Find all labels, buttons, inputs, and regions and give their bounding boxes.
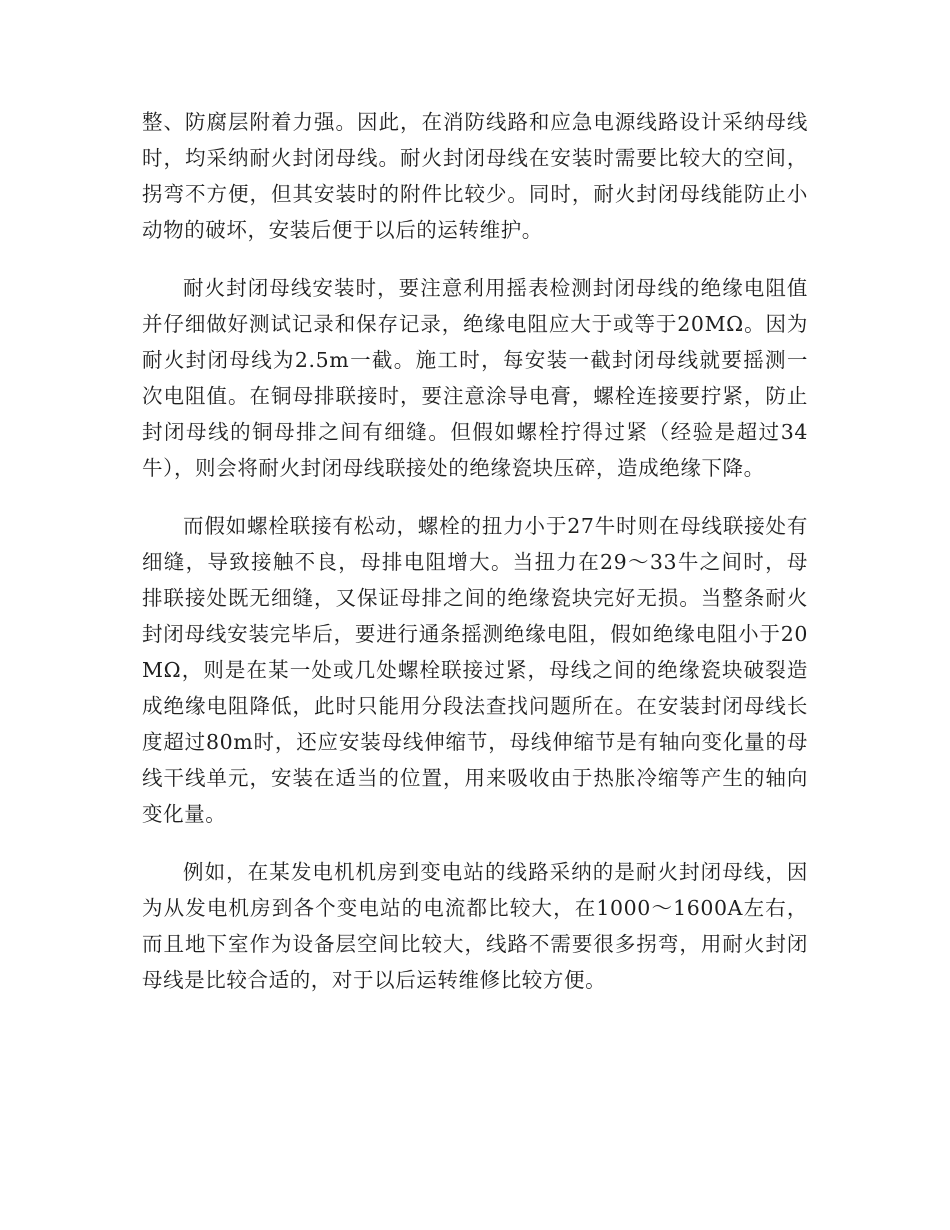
paragraph-3: 而假如螺栓联接有松动，螺栓的扭力小于27牛时则在母线联接处有细缝，导致接触不良，母排电阻增大。当扭力在29～33牛之间时，母排联接处既无细缝，又保证母排之间的绝缘瓷块完好无损。当整条耐火封闭母线安装完毕后，要进行通条摇测绝缘电阻，假如绝缘电阻小于20MΩ，则是在某一处或几处螺栓联接过紧，母线之间的绝缘瓷块破裂造成绝缘电阻降低，此时只能用分段法查找问题所在。在安装封闭母线长度超过80m时，还应安装母线伸缩节，母线伸缩节是有轴向变化量的母线干线单元，安装在适当的位置，用来吸收由于热胀冷缩等产生的轴向变化量。 <box>142 514 808 826</box>
paragraph-1: 整、防腐层附着力强。因此，在消防线路和应急电源线路设计采纳母线时，均采纳耐火封闭母线。耐火封闭母线在安装时需要比较大的空间，拐弯不方便，但其安装时的附件比较少。同时，耐火封闭母线能防止小动物的破坏，安装后便于以后的运转维护。 <box>142 110 808 242</box>
document-body <box>142 104 808 1020</box>
paragraph-4: 例如，在某发电机机房到变电站的线路采纳的是耐火封闭母线，因为从发电机房到各个变电站的电流都比较大，在1000～1600A左右，而且地下室作为设备层空间比较大，线路不需要很多拐弯，用耐火封闭母线是比较合适的，对于以后运转维修比较方便。 <box>142 860 808 992</box>
paragraph-2: 耐火封闭母线安装时，要注意利用摇表检测封闭母线的绝缘电阻值并仔细做好测试记录和保存记录，绝缘电阻应大于或等于20MΩ。因为耐火封闭母线为2.5m一截。施工时，每安装一截封闭母线就要摇测一次电阻值。在铜母排联接时，要注意涂导电膏，螺栓连接要拧紧，防止封闭母线的铜母排之间有细缝。但假如螺栓拧得过紧（经验是超过34牛），则会将耐火封闭母线联接处的绝缘瓷块压碎，造成绝缘下降。 <box>142 276 808 480</box>
